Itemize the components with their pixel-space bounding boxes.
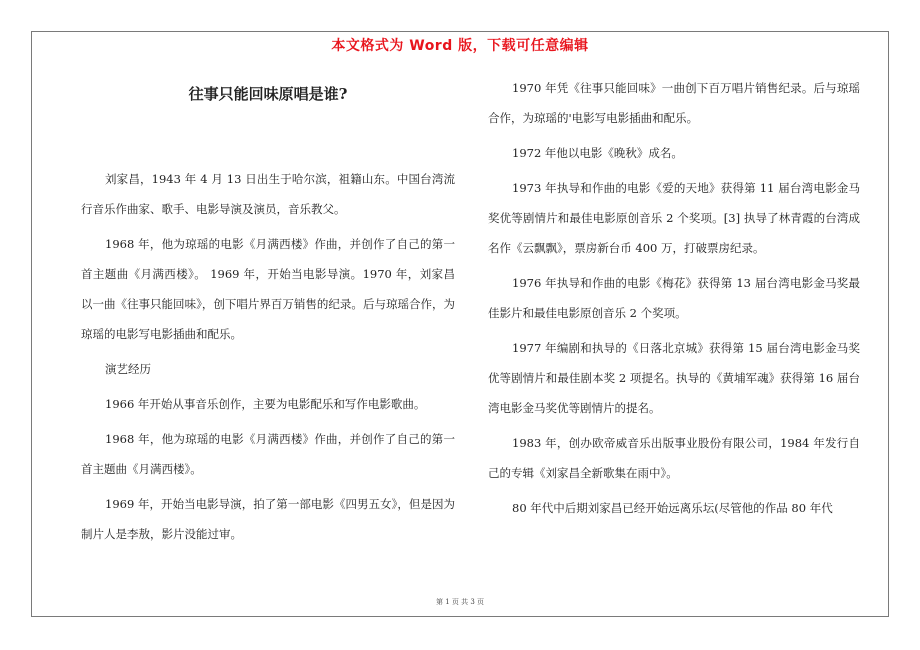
paragraph: 1970 年凭《往事只能回味》一曲创下百万唱片销售纪录。后与琼瑶合作，为琼瑶的'电影写电影插曲和配乐。 <box>488 81 860 125</box>
paragraph: 1977 年编剧和执导的《日落北京城》获得第 15 届台湾电影金马奖优等剧情片和最佳剧本奖 2 项提名。执导的《黄埔军魂》获得第 16 届台湾电影金马奖优等剧情片的提名。 <box>488 341 860 415</box>
paragraph: 80 年代中后期刘家昌已经开始远离乐坛(尽管他的作品 80 年代 <box>512 501 833 515</box>
paragraph: 1983 年，创办欧帝威音乐出版事业股份有限公司，1984 年发行自己的专辑《刘家昌全新歌集在雨中》。 <box>488 436 860 480</box>
left-column <box>81 82 455 549</box>
right-column <box>488 73 860 523</box>
paragraph: 1972 年他以电影《晚秋》成名。 <box>512 146 683 160</box>
paragraph: 1969 年，开始当电影导演，拍了第一部电影《四男五女》，但是因为制片人是李敖，影片没能过审。 <box>81 497 455 541</box>
paragraph: 刘家昌，1943 年 4 月 13 日出生于哈尔滨，祖籍山东。中国台湾流行音乐作曲家、歌手、电影导演及演员，音乐教父。 <box>81 172 455 216</box>
paragraph: 1966 年开始从事音乐创作，主要为电影配乐和写作电影歌曲。 <box>105 397 426 411</box>
paragraph: 1968 年，他为琼瑶的电影《月满西楼》作曲，并创作了自己的第一首主题曲《月满西楼》。 <box>81 432 455 476</box>
section-heading: 演艺经历 <box>105 362 151 376</box>
paragraph: 1968 年，他为琼瑶的电影《月满西楼》作曲，并创作了自己的第一首主题曲《月满西楼》。 1969 年，开始当电影导演。1970 年，刘家昌以一曲《往事只能回味》，创下唱片界百万销售的纪录。后与琼瑶合作，为琼瑶的电影写电影插曲和配乐。 <box>81 237 455 341</box>
paragraph: 1973 年执导和作曲的电影《爱的天地》获得第 11 届台湾电影金马奖优等剧情片和最佳电影原创音乐 2 个奖项。[3] 执导了林青霞的台湾成名作《云飘飘》，票房新台币 400 万，打破票房纪录。 <box>488 181 860 255</box>
document-title: 往事只能回味原唱是谁? <box>188 85 348 103</box>
page-footer: 第 1 页 共 3 页 <box>435 598 485 606</box>
editable-banner: 本文格式为 Word 版，下载可任意编辑 <box>331 38 589 54</box>
paragraph: 1976 年执导和作曲的电影《梅花》获得第 13 届台湾电影金马奖最佳影片和最佳电影原创音乐 2 个奖项。 <box>488 276 860 320</box>
